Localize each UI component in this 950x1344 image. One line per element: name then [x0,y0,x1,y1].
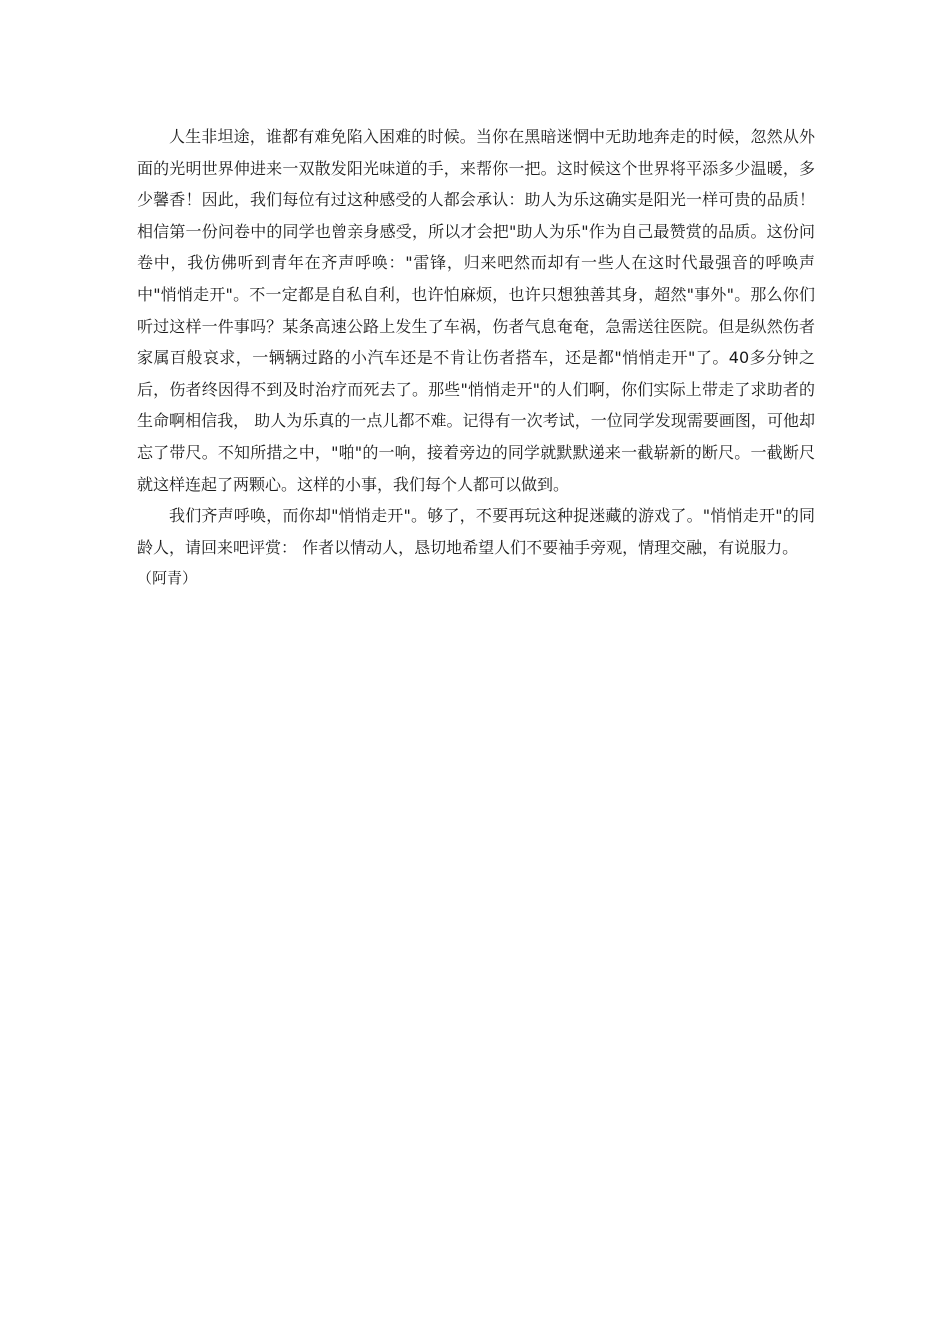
document-body [137,121,815,591]
author-signature: （阿青） [137,569,198,588]
paragraph-1: 人生非坦途，谁都有难免陷入困难的时候。当你在黑暗迷惘中无助地奔走的时候，忽然从外面的光明世界伸进来一双散发阳光味道的手，来帮你一把。这时候这个世界将平添多少温暖，多少馨香！因此，我们每位有过这种感受的人都会承认：助人为乐这确实是阳光一样可贵的品质！相信第一份问卷中的同学也曾亲身感受，所以才会把"助人为乐"作为自己最赞赏的品质。这份问卷中，我仿佛听到青年在齐声呼唤："雷锋，归来吧然而却有一些人在这时代最强音的呼唤声中"悄悄走开"。不一定都是自私自利，也许怕麻烦，也许只想独善其身，超然"事外"。那么你们听过这样一件事吗？某条高速公路上发生了车祸，伤者气息奄奄，急需送往医院。但是纵然伤者家属百般哀求，一辆辆过路的小汽车还是不肯让伤者搭车，还是都"悄悄走开"了。40多分钟之后，伤者终因得不到及时治疗而死去了。那些"悄悄走开"的人们啊，你们实际上带走了求助者的生命啊相信我， 助人为乐真的一点儿都不难。记得有一次考试，一位同学发现需要画图，可他却忘了带尺。不知所措之中，"啪"的一响，接着旁边的同学就默默递来一截崭新的断尺。一截断尺就这样连起了两颗心。这样的小事，我们每个人都可以做到。 [137,127,815,494]
paragraph-2: 我们齐声呼唤，而你却"悄悄走开"。够了，不要再玩这种捉迷藏的游戏了。"悄悄走开"的同龄人，请回来吧评赏： 作者以情动人，恳切地希望人们不要袖手旁观，情理交融，有说服力。 [137,506,815,557]
